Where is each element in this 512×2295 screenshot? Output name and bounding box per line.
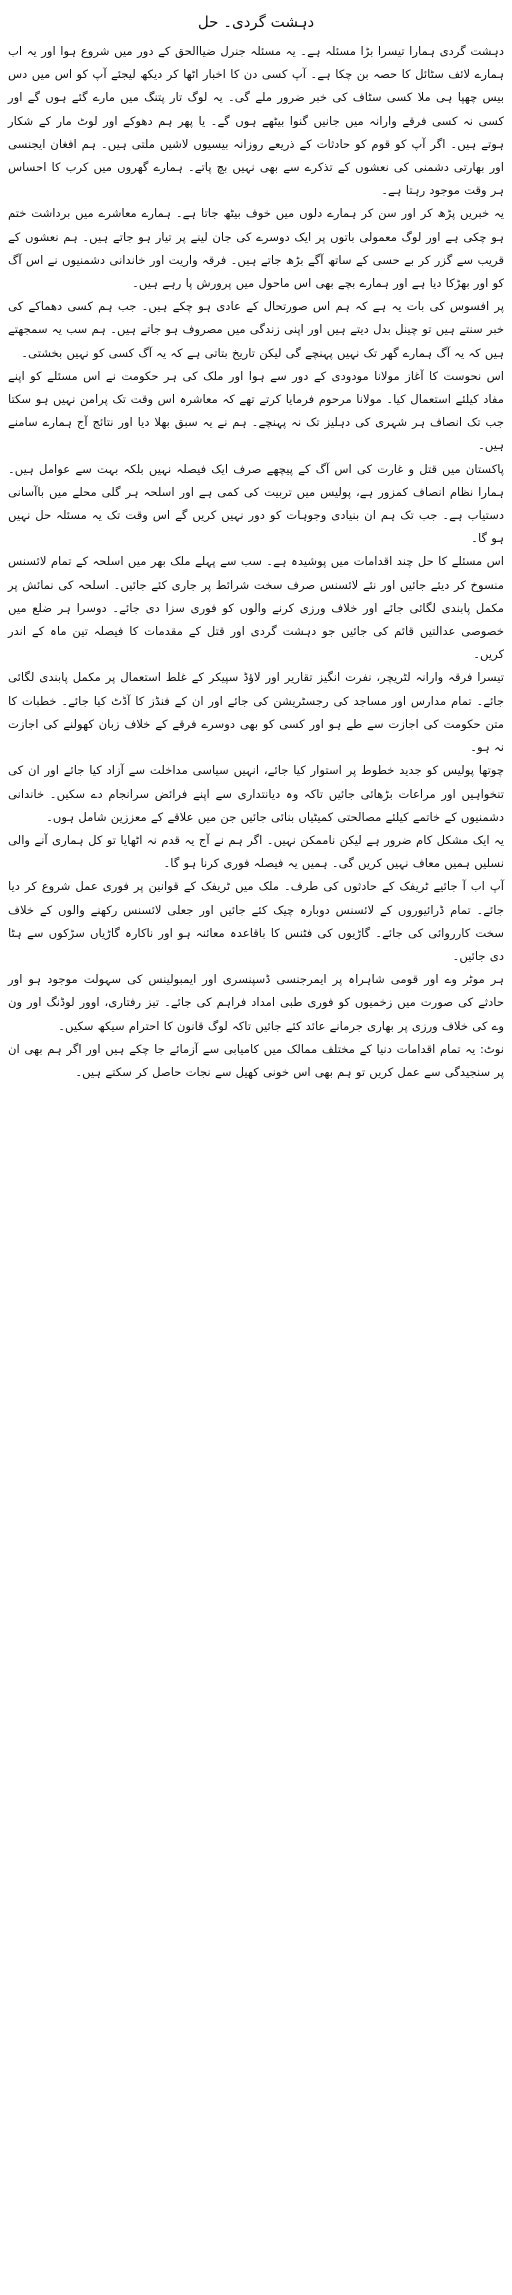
article-title: دہشت گردی۔ حل: [197, 13, 315, 31]
article-paragraph: یہ خبریں پڑھ کر اور سن کر ہمارے دلوں میں خوف بیٹھ جاتا ہے۔ ہمارے معاشرے میں برداشت ختم ہو چکی ہے اور لوگ معمولی باتوں پر ایک دوسرے کی جان لینے پر تیار ہو جاتے ہیں۔ ہم نعشوں کے قریب سے گزر کر بے حسی کے ساتھ آگے بڑھ جاتے ہیں۔ فرقہ واریت اور خاندانی دشمنیوں نے اس آگ کو اور بھڑکا دیا ہے اور ہمارے بچے بھی اس ماحول میں پرورش پا رہے ہیں۔: [8, 206, 504, 291]
article-paragraph: آپ اب آ جائیے ٹریفک کے حادثوں کی طرف۔ ملک میں ٹریفک کے قوانین پر فوری عمل شروع کر دیا جائے۔ تمام ڈرائیوروں کے لائسنس دوبارہ چیک کئے جائیں اور جعلی لائسنس رکھنے والوں کے خلاف سخت کارروائی کی جائے۔ گاڑیوں کی فٹنس کا باقاعدہ معائنہ ہو اور ناکارہ گاڑیاں سڑکوں سے ہٹا دی جائیں۔: [8, 879, 504, 963]
article-paragraph: دہشت گردی ہمارا تیسرا بڑا مسئلہ ہے۔ یہ مسئلہ جنرل ضیاالحق کے دور میں شروع ہوا اور یہ اب ہمارے لائف سٹائل کا حصہ بن چکا ہے۔ آپ کسی دن کا اخبار اٹھا کر دیکھ لیجئے آپ کو اس میں دس بیس چھپا ہی ملا کسی سٹاف کی خبر ضرور ملے گی۔ یہ لوگ تار پتنگ میں مارے گئے ہوں گے اور کسی نہ کسی فرقے وارانہ میں جانیں گنوا بیٹھے ہوں گے۔ یا پھر ہم دھوکے اور لوٹ مار کے شکار ہوتے ہیں۔ اگر آپ کو قوم کو حادثات کے ذریعے روزانہ بیسیوں لاشیں ملتی ہیں۔ ہم افغان ایجنسی اور بھارتی دشمنی کی نعشوں کے تذکرے سے بھی نہیں بچ پاتے۔ ہمارے گھروں میں کرب کا احساس ہر وقت موجود رہتا ہے۔: [8, 44, 504, 198]
article-paragraph: تیسرا فرقہ وارانہ لٹریچر، نفرت انگیز تقاریر اور لاؤڈ سپیکر کے غلط استعمال پر مکمل پابندی لگائی جائے۔ تمام مدارس اور مساجد کی رجسٹریشن کی جائے اور ان کے فنڈز کا آڈٹ کیا جائے۔ خطبات کا متن حکومت کی اجازت سے طے ہو اور کسی کو بھی دوسرے فرقے کے خلاف زبان کھولنے کی اجازت نہ ہو۔: [8, 670, 504, 755]
article-paragraph: اس نحوست کا آغاز مولانا مودودی کے دور سے ہوا اور ملک کی ہر حکومت نے اس مسئلے کو اپنے مفاد کیلئے استعمال کیا۔ مولانا مرحوم فرمایا کرتے تھے کہ معاشرہ اس وقت تک پرامن نہیں ہو سکتا جب تک انصاف ہر شہری کی دہلیز تک نہ پہنچے۔ ہم نے یہ سبق بھلا دیا اور نتائج آج ہمارے سامنے ہیں۔: [8, 368, 504, 453]
article-paragraph: پاکستان میں قتل و غارت کی اس آگ کے پیچھے صرف ایک فیصلہ نہیں بلکہ بہت سے عوامل ہیں۔ ہمارا نظام انصاف کمزور ہے، پولیس میں تربیت کی کمی ہے اور اسلحہ ہر گلی محلے میں باآسانی دستیاب ہے۔ جب تک ہم ان بنیادی وجوہات کو دور نہیں کریں گے اس وقت تک یہ مسئلہ حل نہیں ہو گا۔: [8, 461, 504, 546]
article-note: نوٹ: یہ تمام اقدامات دنیا کے مختلف ممالک میں کامیابی سے آزمائے جا چکے ہیں اور اگر ہم بھی ان پر سنجیدگی سے عمل کریں تو ہم بھی اس خونی کھیل سے نجات حاصل کر سکتے ہیں۔: [8, 1041, 504, 1079]
article-paragraph: اس مسئلے کا حل چند اقدامات میں پوشیدہ ہے۔ سب سے پہلے ملک بھر میں اسلحہ کے تمام لائسنس منسوخ کر دیئے جائیں اور نئے لائسنس صرف سخت شرائط پر جاری کئے جائیں۔ اسلحہ کی نمائش پر مکمل پابندی لگائی جائے اور خلاف ورزی کرنے والوں کو فوری سزا دی جائے۔ دوسرا ہر ضلع میں خصوصی عدالتیں قائم کی جائیں جو دہشت گردی اور قتل کے مقدمات کا فیصلہ تین ماہ کے اندر کریں۔: [8, 554, 504, 662]
article-paragraph: چوتھا پولیس کو جدید خطوط پر استوار کیا جائے، انہیں سیاسی مداخلت سے آزاد کیا جائے اور ان کی تنخواہیں اور مراعات بڑھائی جائیں تاکہ وہ دیانتداری سے اپنے فرائض سرانجام دے سکیں۔ خاندانی دشمنیوں کے خاتمے کیلئے مصالحتی کمیٹیاں بنائی جائیں جن میں علاقے کے معززین شامل ہوں۔: [8, 763, 504, 824]
article-paragraph: ہر موٹر وے اور قومی شاہراہ پر ایمرجنسی ڈسپنسری اور ایمبولینس کی سہولت موجود ہو اور حادثے کی صورت میں زخمیوں کو فوری طبی امداد فراہم کی جائے۔ تیز رفتاری، اوور لوڈنگ اور ون وے کی خلاف ورزی پر بھاری جرمانے عائد کئے جائیں تاکہ لوگ قانون کا احترام سیکھ سکیں۔: [8, 972, 504, 1033]
article-paragraph: پر افسوس کی بات یہ ہے کہ ہم اس صورتحال کے عادی ہو چکے ہیں۔ جب ہم کسی دھماکے کی خبر سنتے ہیں تو چینل بدل دیتے ہیں اور اپنی زندگی میں مصروف ہو جاتے ہیں۔ ہم سب یہ سمجھتے ہیں کہ یہ آگ ہمارے گھر تک نہیں پہنچے گی لیکن تاریخ بتاتی ہے کہ یہ آگ کسی کو نہیں بخشتی۔: [8, 299, 504, 360]
article-paragraph: یہ ایک مشکل کام ضرور ہے لیکن ناممکن نہیں۔ اگر ہم نے آج یہ قدم نہ اٹھایا تو کل ہماری آنے والی نسلیں ہمیں معاف نہیں کریں گی۔ ہمیں یہ فیصلہ فوری کرنا ہو گا۔: [8, 832, 504, 871]
